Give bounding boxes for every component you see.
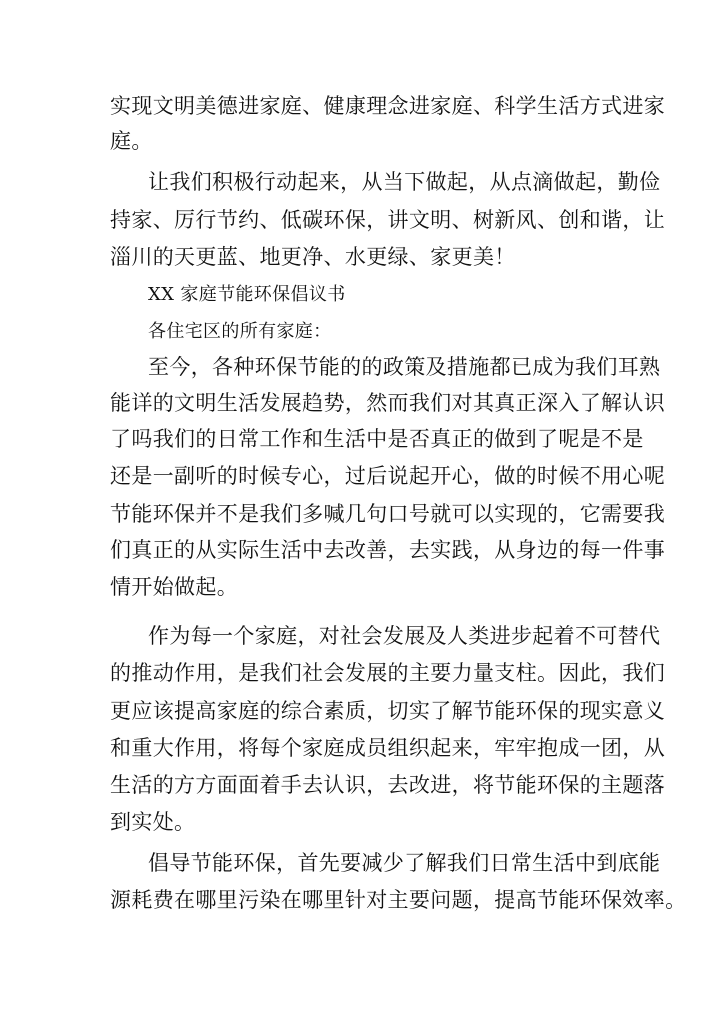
text-line: 持家、厉行节约、低碳环保，讲文明、树新风、创和谐，让 <box>110 208 666 232</box>
text-line: 淄川的天更蓝、地更净、水更绿、家更美！ <box>110 245 516 269</box>
text-line: 至今，各种环保节能的的政策及措施都已成为我们耳熟 <box>148 355 661 379</box>
text-line: 倡导节能环保，首先要减少了解我们日常生活中到底能 <box>148 851 661 875</box>
text-line: 和重大作用，将每个家庭成员组织起来，牢牢抱成一团，从 <box>110 736 666 760</box>
text-line: 还是一副听的时候专心，过后说起开心，做的时候不用心呢 <box>110 464 666 488</box>
text-line: 能详的文明生活发展趋势，然而我们对其真正深入了解认识 <box>110 391 666 415</box>
text-line: 到实处。 <box>110 810 196 834</box>
text-line: 作为每一个家庭，对社会发展及人类进步起着不可替代 <box>148 624 661 648</box>
salutation: 各住宅区的所有家庭： <box>148 321 332 342</box>
text-line: 实现文明美德进家庭、健康理念进家庭、科学生活方式进家 <box>110 94 666 118</box>
document-title: XX 家庭节能环保倡议书 <box>148 284 346 305</box>
text-line: 源耗费在哪里污染在哪里针对主要问题，提高节能环保效率。 <box>110 888 687 912</box>
text-line: 们真正的从实际生活中去改善，去实践，从身边的每一件事 <box>110 538 666 562</box>
text-line: 生活的方方面面着手去认识，去改进，将节能环保的主题落 <box>110 773 666 797</box>
text-line: 节能环保并不是我们多喊几句口号就可以实现的，它需要我 <box>110 502 666 526</box>
text-line: 更应该提高家庭的综合素质，切实了解节能环保的现实意义 <box>110 699 666 723</box>
text-line: 情开始做起。 <box>110 575 239 599</box>
text-line: 让我们积极行动起来，从当下做起，从点滴做起，勤俭 <box>148 170 661 194</box>
text-line: 庭。 <box>110 129 153 153</box>
text-line: 了吗我们的日常工作和生活中是否真正的做到了呢是不是 <box>110 427 644 451</box>
text-line: 的推动作用，是我们社会发展的主要力量支柱。因此，我们 <box>110 661 666 685</box>
